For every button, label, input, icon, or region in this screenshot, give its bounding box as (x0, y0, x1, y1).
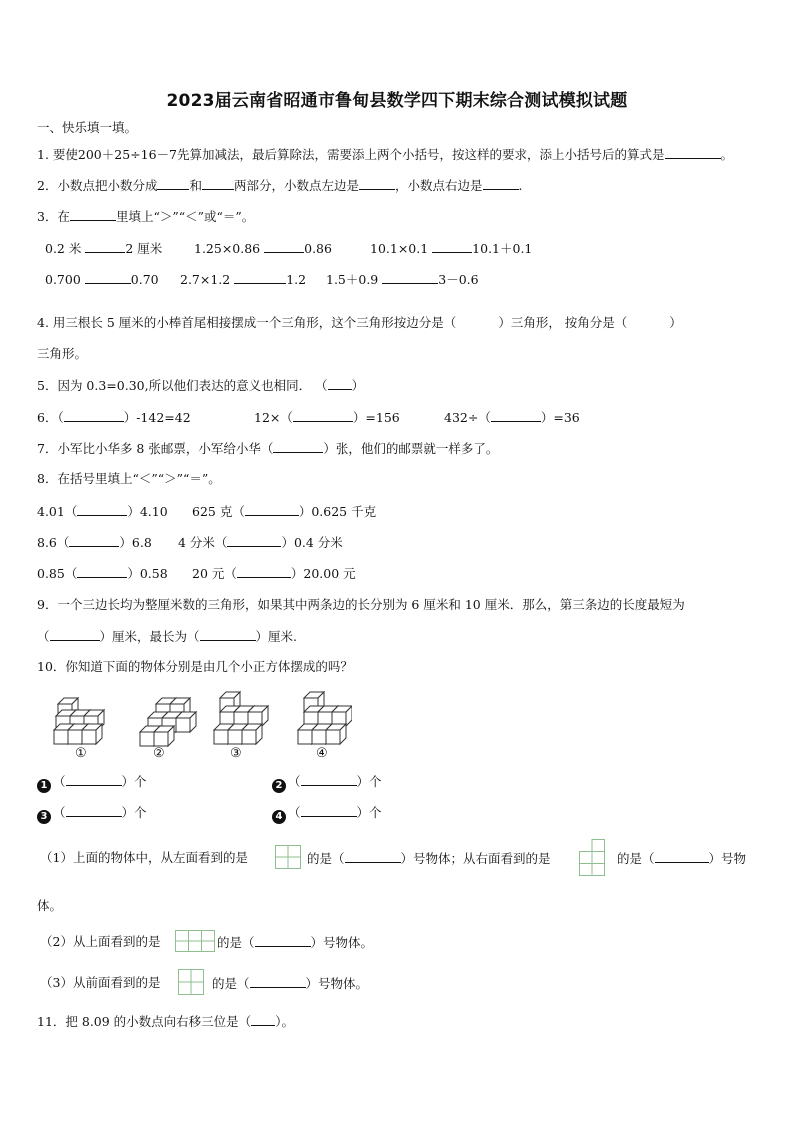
answer-blank[interactable] (491, 409, 541, 422)
answer-blank[interactable] (301, 773, 357, 786)
q10-text: （ (288, 805, 301, 820)
q6-text-c: 12×（ (254, 410, 293, 425)
q8-row2-a (37, 534, 152, 551)
q5-text-a: 5．因为 0.3=0.30,所以他们表达的意义也相同． （ (37, 378, 328, 393)
answer-blank[interactable] (382, 271, 438, 284)
q6-text-a: 6．（ (37, 410, 64, 425)
q8-text: 8.6（ (37, 535, 70, 550)
q3-row2-item2 (180, 271, 306, 288)
answer-blank[interactable] (85, 240, 125, 253)
answer-blank[interactable] (251, 1013, 275, 1026)
figure-label-3: ③ (230, 746, 242, 761)
q8-text: ）0.4 分米 (281, 535, 343, 550)
q3-row2-item3 (326, 271, 479, 288)
answer-blank[interactable] (200, 628, 256, 641)
q10-sub3 (40, 975, 160, 991)
answer-blank[interactable] (255, 934, 311, 947)
q10-sub1-text-e: ）号物 (708, 851, 747, 866)
question-5 (37, 377, 364, 394)
q8-text: ）6.8 (119, 535, 152, 550)
q8-text: 20 元（ (192, 566, 237, 581)
front-view-grid-icon (178, 969, 204, 995)
answer-blank[interactable] (202, 177, 234, 190)
question-8: 8．在括号里填上“＜”“＞”“＝”。 (37, 471, 221, 486)
q7-text-b: ）张，他们的邮票就一样多了。 (323, 441, 499, 456)
q8-row2-b (178, 534, 343, 551)
q8-row1-a (37, 503, 168, 520)
q2-text-a: 2．小数点把小数分成 (37, 178, 158, 193)
q10-answer-2 (272, 773, 382, 793)
q6-text-f: ）=36 (540, 410, 580, 425)
q3-row1-item2 (194, 240, 332, 257)
q3-r2-left: 0.700 (45, 272, 81, 287)
page-title: 2023届云南省昭通市鲁甸县数学四下期末综合测试模拟试题 (166, 91, 628, 111)
answer-blank[interactable] (328, 377, 352, 390)
q10-sub2 (40, 934, 160, 950)
question-7 (37, 440, 498, 457)
answer-blank[interactable] (301, 804, 357, 817)
q6-text-b: ）-142=42 (123, 410, 191, 425)
q10-sub1-text-d: 的是（ (617, 851, 655, 866)
q8-text: ）0.58 (127, 566, 168, 581)
q3-r2-left: 1.5＋0.9 (326, 272, 379, 287)
q8-row1-b (192, 503, 376, 520)
answer-blank[interactable] (157, 177, 189, 190)
figure-label-2: ② (153, 746, 165, 761)
question-2 (37, 177, 523, 194)
q9-text-b: （ (37, 629, 50, 644)
right-view-grid-icon (579, 839, 605, 876)
answer-blank[interactable] (483, 177, 519, 190)
q8-text: 625 克（ (192, 504, 245, 519)
answer-blank[interactable] (264, 240, 304, 253)
q10-sub2-end (217, 934, 373, 951)
answer-blank[interactable] (345, 850, 401, 863)
cube-figure-2 (140, 698, 196, 746)
q3-intro-b: 里填上“＞”“＜”或“＝”。 (115, 209, 255, 224)
q10-text: ）个 (356, 774, 382, 789)
q10-answer-4 (272, 804, 382, 824)
answer-blank[interactable] (627, 315, 669, 327)
answer-blank[interactable] (64, 409, 124, 422)
q10-sub1 (40, 850, 248, 866)
q3-r1-right: 0.86 (304, 241, 332, 256)
answer-blank[interactable] (234, 271, 286, 284)
q10-answer-3 (37, 804, 147, 824)
question-1 (37, 146, 733, 163)
circled-number-icon: 1 (37, 779, 51, 793)
q10-sub3-text-a: （3）从前面看到的是 (40, 975, 161, 990)
answer-blank[interactable] (250, 975, 306, 988)
q10-sub3-end (212, 975, 368, 992)
answer-blank[interactable] (70, 208, 116, 221)
q3-r2-right: 3－0.6 (438, 272, 479, 287)
q4-continuation: 三角形。 (37, 346, 88, 361)
q10-sub1-mid (307, 850, 551, 867)
question-11 (37, 1013, 294, 1030)
q10-answer-1 (37, 773, 147, 793)
q6-text-d: ）=156 (352, 410, 400, 425)
cube-figures (52, 688, 352, 748)
q3-row1-item3 (370, 240, 532, 257)
q3-r2-left: 2.7×1.2 (180, 272, 231, 287)
q10-sub3-text-c: ）号物体。 (305, 976, 369, 991)
answer-blank[interactable] (273, 440, 323, 453)
top-view-grid-icon (175, 930, 215, 952)
q8-text: ）4.10 (127, 504, 168, 519)
q9-text-d: ）厘米. (255, 629, 298, 644)
q11-text-a: 11．把 8.09 的小数点向右移三位是（ (37, 1014, 252, 1029)
q10-sub1-text-b: 的是（ (307, 851, 345, 866)
question-3 (37, 208, 254, 225)
question-6 (37, 409, 191, 426)
q3-r1-right: 2 厘米 (125, 241, 163, 256)
q10-text: （ (53, 774, 66, 789)
answer-blank[interactable] (237, 565, 291, 578)
question-4 (37, 315, 682, 331)
section-heading: 一、快乐填一填。 (37, 120, 138, 135)
q3-r2-right: 0.70 (130, 272, 159, 287)
answer-blank[interactable] (85, 271, 131, 284)
answer-blank[interactable] (77, 565, 127, 578)
q10-sub1-end (617, 850, 746, 867)
q3-r1-left: 1.25×0.86 (194, 241, 261, 256)
q2-text-d: ，小数点右边是 (395, 178, 483, 193)
q6-text-e: 432÷（ (444, 410, 491, 425)
q8-text: ）0.625 千克 (298, 504, 377, 519)
cube-figure-1 (54, 698, 104, 744)
q8-text: 4.01（ (37, 504, 78, 519)
q10-text: ）个 (121, 774, 147, 789)
q2-text-c: 两部分，小数点左边是 (233, 178, 359, 193)
answer-blank[interactable] (227, 534, 281, 547)
circled-number-icon: 4 (272, 810, 286, 824)
q9-text-c: ）厘米，最长为（ (99, 629, 200, 644)
q10-text: ）个 (121, 805, 147, 820)
question-10: 10．你知道下面的物体分别是由几个小正方体摆成的吗？ (37, 659, 353, 674)
question-9-line2 (37, 628, 297, 645)
q8-row3-a (37, 565, 168, 582)
q4-text-b: ）三角形， 按角分是（ (498, 315, 628, 330)
q3-intro-a: 3．在 (37, 209, 70, 224)
circled-number-icon: 2 (272, 779, 286, 793)
q10-sub1-text-c: ）号物体；从右面看到的是 (400, 851, 551, 866)
answer-blank[interactable] (69, 534, 119, 547)
q3-r2-right: 1.2 (286, 272, 307, 287)
q10-sub3-text-b: 的是（ (212, 976, 250, 991)
q10-sub1-text-a: （1）上面的物体中，从左面看到的是 (40, 850, 248, 865)
question-9: 9．一个三边长均为整厘米数的三角形，如果其中两条边的长分别为 6 厘米和 10 厘米．那么，第三条边的长度最短为 (37, 597, 685, 612)
q10-text: （ (53, 805, 66, 820)
q11-text-b: ）。 (275, 1014, 294, 1029)
q8-text: ）20.00 元 (290, 566, 356, 581)
left-view-grid-icon (275, 845, 301, 869)
q4-text-a: 4. 用三根长 5 厘米的小棒首尾相接摆成一个三角形，这个三角形按边分是（ (37, 315, 457, 330)
q10-sub2-text-a: （2）从上面看到的是 (40, 934, 161, 949)
q8-text: 0.85（ (37, 566, 78, 581)
answer-blank[interactable] (655, 850, 709, 863)
answer-blank[interactable] (66, 804, 122, 817)
q2-text-e: . (518, 178, 523, 193)
figure-label-1: ① (75, 746, 87, 761)
answer-blank[interactable] (77, 503, 127, 516)
q4-text-c: ） (669, 315, 682, 330)
answer-blank[interactable] (245, 503, 299, 516)
q3-row2-item1 (45, 271, 159, 288)
q1-end: 。 (720, 147, 734, 162)
answer-blank[interactable] (293, 409, 353, 422)
question-6-part3 (444, 409, 580, 426)
answer-blank[interactable] (359, 177, 395, 190)
q2-text-b: 和 (189, 178, 202, 193)
q1-text: 1. 要使200＋25÷16－7先算加减法，最后算除法，需要添上两个小括号，按这样的要求，添上小括号后的算式是 (37, 147, 665, 162)
q8-row3-b (192, 565, 356, 582)
answer-blank[interactable] (456, 315, 498, 327)
circled-number-icon: 3 (37, 810, 51, 824)
q10-text: ）个 (356, 805, 382, 820)
cube-figure-3 (214, 692, 268, 744)
answer-blank[interactable] (50, 628, 100, 641)
answer-blank[interactable] (66, 773, 122, 786)
q10-sub1-continuation: 体。 (37, 898, 63, 913)
q10-text: （ (288, 774, 301, 789)
q10-sub2-text-c: ）号物体。 (310, 935, 374, 950)
q10-sub2-text-b: 的是（ (217, 935, 255, 950)
q8-text: 4 分米（ (178, 535, 228, 550)
answer-blank[interactable] (665, 146, 721, 159)
q3-r1-left: 0.2 米 (45, 241, 82, 256)
q3-row1-item1 (45, 240, 162, 257)
q3-r1-left: 10.1×0.1 (370, 241, 429, 256)
q3-r1-right: 10.1＋0.1 (472, 241, 533, 256)
cube-figure-4 (298, 692, 352, 744)
q7-text-a: 7．小军比小华多 8 张邮票，小军给小华（ (37, 441, 274, 456)
figure-label-4: ④ (316, 746, 328, 761)
question-6-part2 (254, 409, 400, 426)
answer-blank[interactable] (432, 240, 472, 253)
q5-text-b: ） (351, 378, 365, 393)
